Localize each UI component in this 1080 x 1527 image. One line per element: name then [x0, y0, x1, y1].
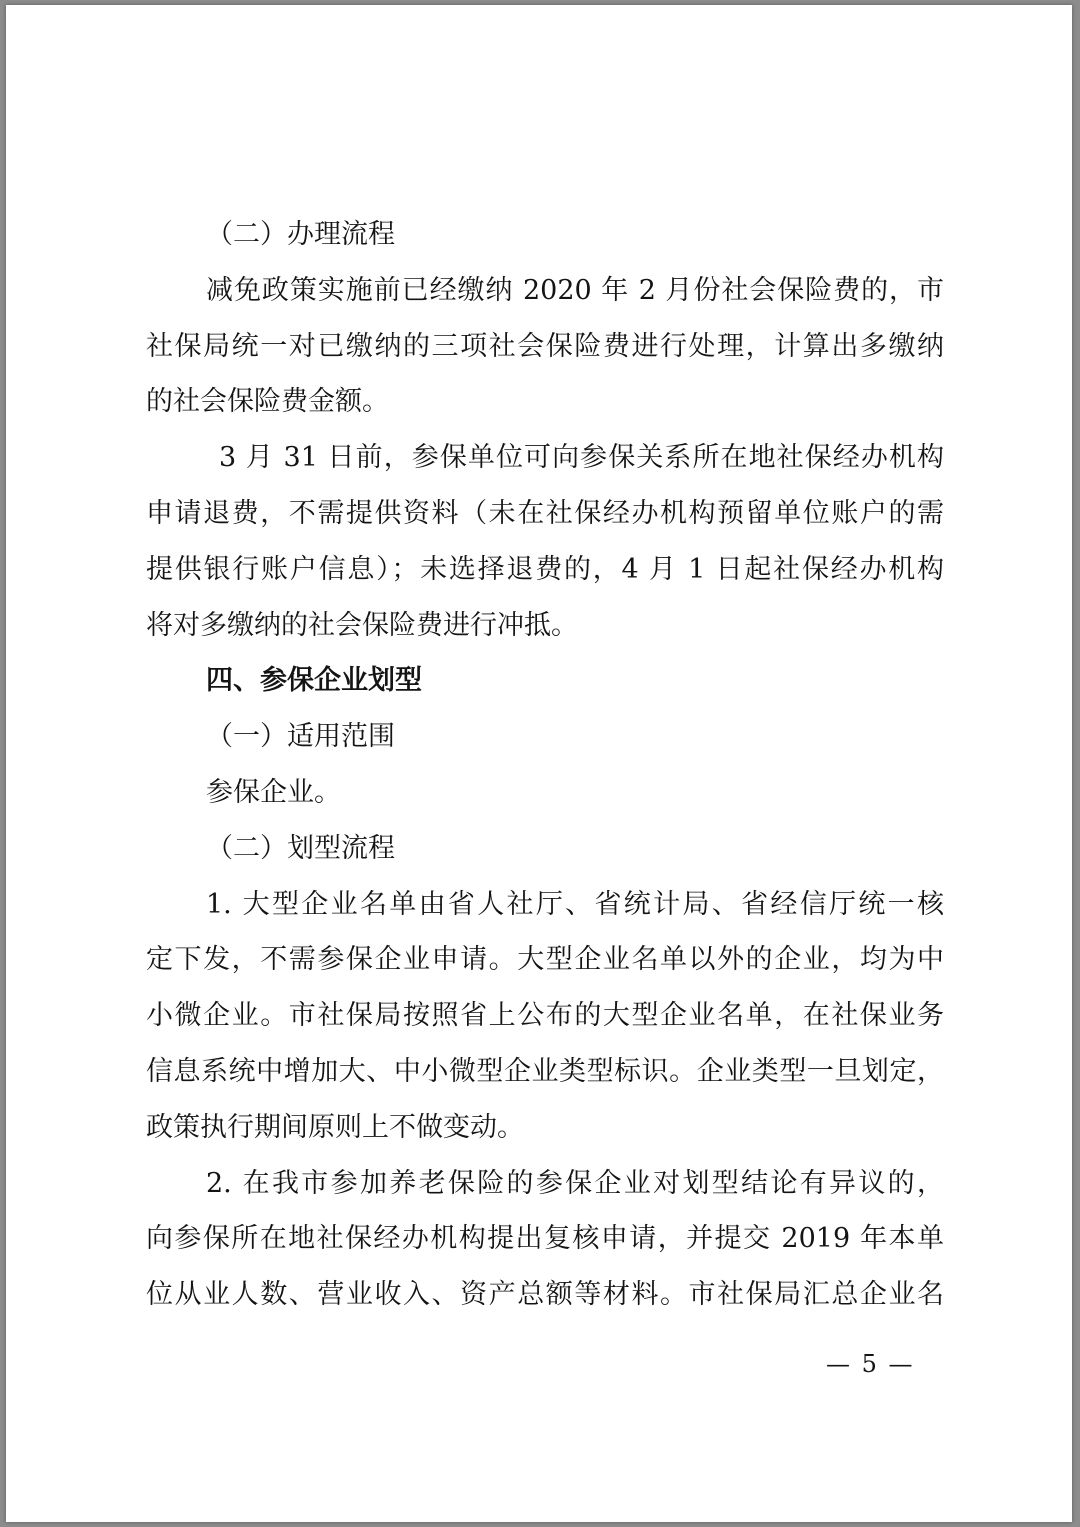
- paragraph-line: 定下发，不需参保企业申请。大型企业名单以外的企业，均为中: [146, 944, 944, 976]
- paragraph-line: 将对多缴纳的社会保险费进行冲抵。: [146, 609, 578, 641]
- paragraph-line: 2. 在我市参加养老保险的参保企业对划型结论有异议的，: [206, 1167, 944, 1199]
- paragraph-line: 信息系统中增加大、中小微型企业类型标识。企业类型一旦划定，: [146, 1055, 944, 1087]
- section-heading-classification-process: （二）划型流程: [206, 832, 395, 864]
- paragraph-line: 社保局统一对已缴纳的三项社会保险费进行处理，计算出多缴纳: [146, 330, 944, 362]
- paragraph-line: 向参保所在地社保经办机构提出复核申请，并提交 2019 年本单: [146, 1223, 944, 1255]
- paragraph-line: 3 月 31 日前，参保单位可向参保关系所在地社保经办机构: [219, 442, 944, 474]
- page-number: — 5 —: [826, 1350, 915, 1378]
- section-heading-process: （二）办理流程: [206, 219, 395, 250]
- paragraph-line: 减免政策实施前已经缴纳 2020 年 2 月份社会保险费的，市: [206, 274, 944, 306]
- paragraph-line: 1. 大型企业名单由省人社厅、省统计局、省经信厅统一核: [206, 888, 944, 920]
- paragraph-line: 申请退费，不需提供资料（未在社保经办机构预留单位账户的需: [146, 497, 944, 529]
- paragraph-line: 参保企业。: [206, 776, 341, 808]
- paragraph-line: 提供银行账户信息）；未选择退费的，4 月 1 日起社保经办机构: [146, 553, 944, 585]
- document-body: [146, 207, 944, 1323]
- paragraph-line: 位从业人数、营业收入、资产总额等材料。市社保局汇总企业名: [146, 1279, 944, 1311]
- chapter-heading-enterprise-classification: 四、参保企业划型: [206, 665, 422, 697]
- section-heading-scope: （一）适用范围: [206, 721, 395, 753]
- paragraph-line: 小微企业。市社保局按照省上公布的大型企业名单，在社保业务: [146, 1000, 944, 1032]
- paragraph-line: 的社会保险费金额。: [146, 386, 389, 418]
- paragraph-line: 政策执行期间原则上不做变动。: [146, 1111, 524, 1143]
- document-page: [6, 5, 1072, 1522]
